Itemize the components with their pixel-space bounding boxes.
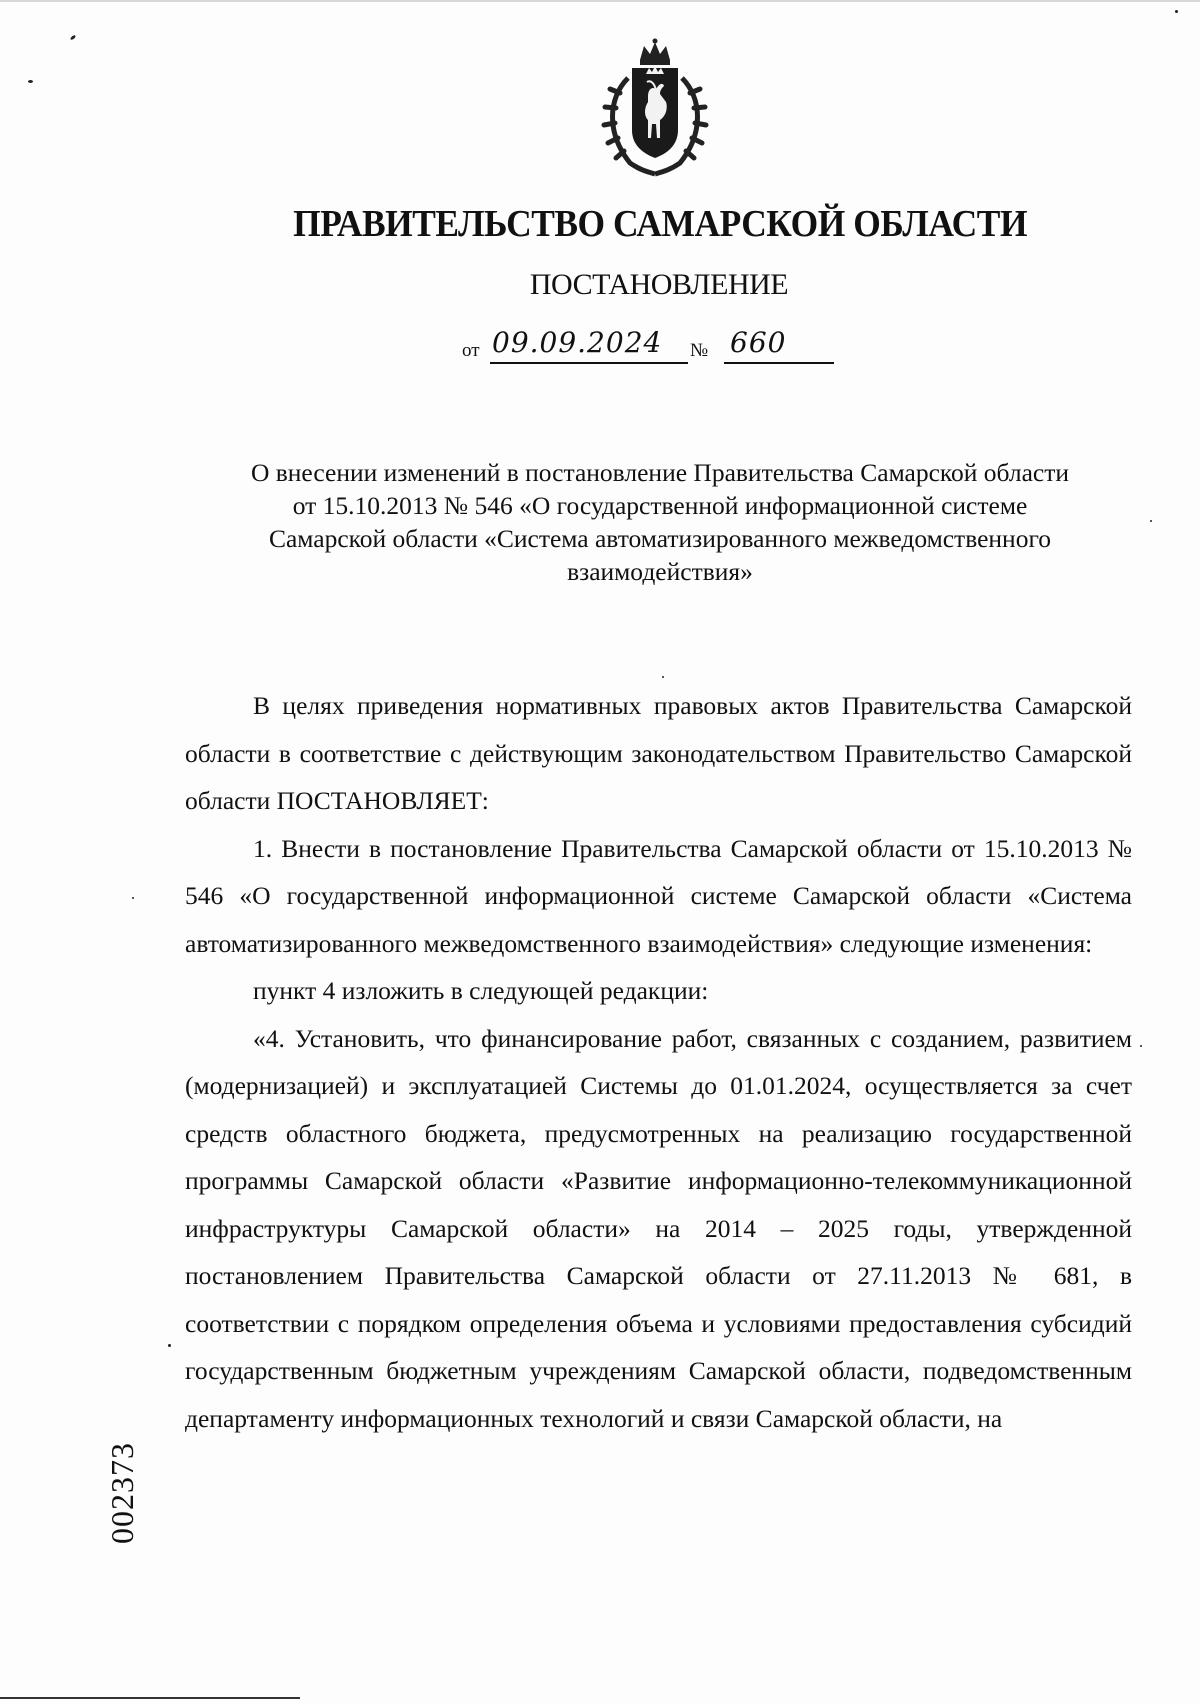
date-underline	[490, 362, 688, 364]
page-bottom-line	[0, 1697, 300, 1699]
handwritten-number: 660	[730, 326, 787, 359]
number-underline	[724, 362, 834, 364]
scan-speck	[28, 80, 33, 83]
page-edge	[0, 0, 1200, 2]
samara-coat-of-arms-icon	[590, 38, 720, 178]
government-title	[53, 202, 1157, 246]
body-paragraph: «4. Установить, что финансирование работ, связанных с созданием, развитием (модернизацией) и эксплуатацией Системы до 01.01.2024, осуществляется за счет средств областного бюджета, предусмотренных на реализацию государственной программы Самарской области «Развитие информационно-телекоммуникационной инфраструктуры Самарской области» на 2014 – 2025 годы, утвержденной постановлением Правительства Самарской области от 27.11.2013 № 681, в соответствии с порядком определения объема и условиями предоставления субсидий государственным бюджетным учреждениям Самарской области, подведомственным департаменту информационных технологий и связи Самарской области, на	[185, 1023, 1132, 1433]
scan-speck	[168, 1344, 171, 1347]
scan-speck	[132, 897, 134, 899]
scan-speck	[662, 676, 664, 678]
scan-speck	[1175, 10, 1178, 13]
document-type	[0, 268, 1200, 302]
side-serial-number: 002373	[104, 1442, 140, 1544]
document-subject: О внесении изменений в постановление Правительства Самарской области от 15.10.2013 № 546 «О государственной информационной системе Самарской области «Система автоматизированного межведомственного взаимодействия»	[250, 458, 1070, 586]
government-title-text: ПРАВИТЕЛЬСТВО САМАРСКОЙ ОБЛАСТИ	[293, 203, 1028, 245]
body-paragraph: 1. Внести в постановление Правительства Самарской области от 15.10.2013 № 546 «О государственной информационной системе Самарской области «Система автоматизированного межведомственного взаимодействия» следующие изменения:	[185, 833, 1132, 958]
scan-speck	[1140, 1045, 1142, 1047]
handwritten-date: 09.09.2024	[492, 326, 663, 359]
scan-speck	[1150, 520, 1152, 522]
scan-speck	[70, 34, 77, 40]
document-type-text: ПОСТАНОВЛЕНИЕ	[529, 268, 789, 301]
date-prefix: от	[462, 340, 480, 361]
body-paragraph: пункт 4 изложить в следующей редакции:	[253, 976, 709, 1005]
number-prefix: №	[690, 340, 709, 361]
body-paragraph: В целях приведения нормативных правовых актов Правительства Самарской области в соответствие с действующим законодательством Правительство Самарской области ПОСТАНОВЛЯЕТ:	[185, 691, 1132, 815]
document-body	[185, 682, 1132, 1442]
